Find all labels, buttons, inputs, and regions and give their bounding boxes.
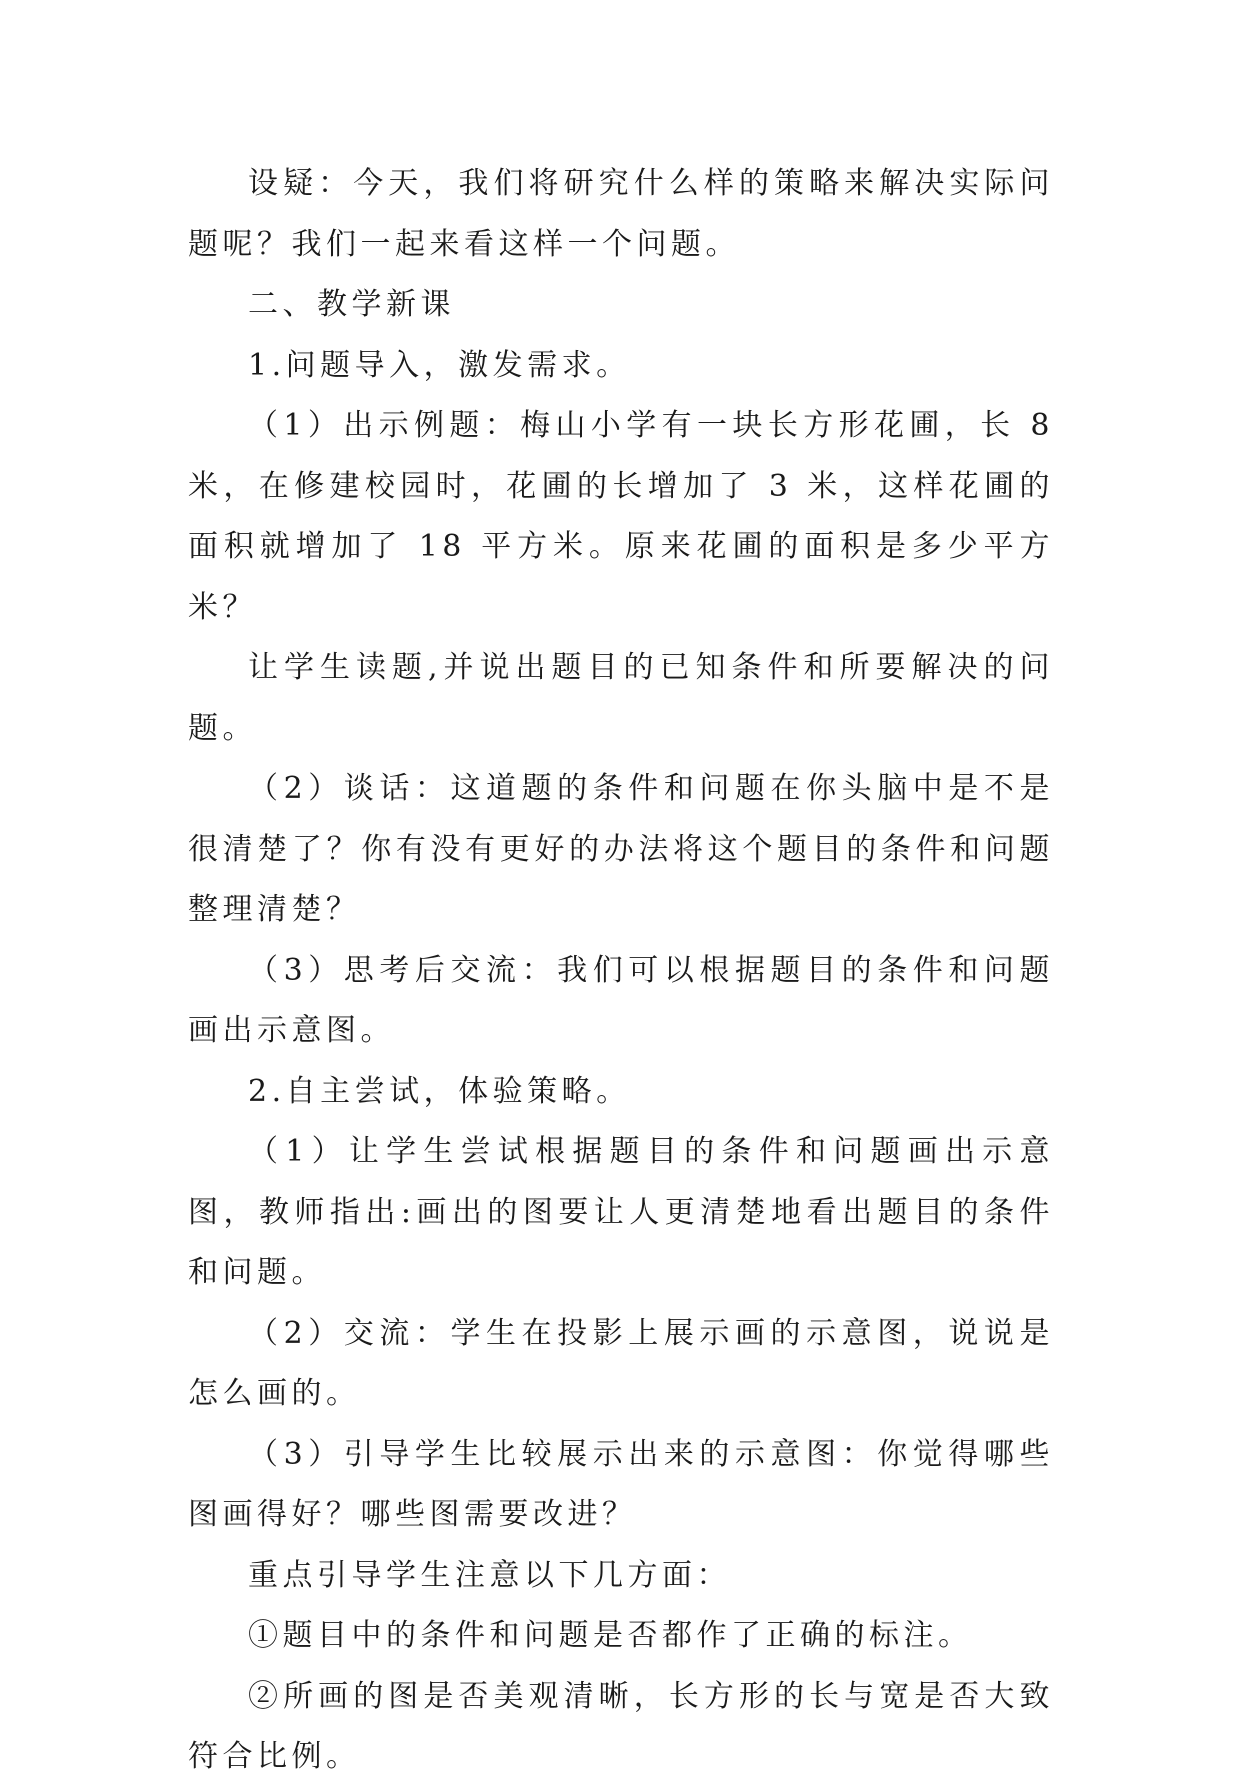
document-body xyxy=(188,154,1054,1788)
paragraph-key-points: 重点引导学生注意以下几方面： xyxy=(248,1557,731,1593)
section-heading-new-lesson: 二、教学新课 xyxy=(248,287,455,322)
list-item-point-2: ②所画的图是否美观清晰，长方形的长与宽是否大致符合比例。 xyxy=(188,1678,1054,1774)
step-heading-2: 2.自主尝试，体验策略。 xyxy=(248,1073,631,1109)
paragraph-compare-diagrams: （3）引导学生比较展示出来的示意图：你觉得哪些图画得好？哪些图需要改进？ xyxy=(188,1436,1054,1532)
paragraph-think-exchange: （3）思考后交流：我们可以根据题目的条件和问题画出示意图。 xyxy=(188,952,1054,1048)
paragraph-draw-diagram: （1）让学生尝试根据题目的条件和问题画出示意图，教师指出:画出的图要让人更清楚地看出题目的条件和问题。 xyxy=(188,1134,1054,1290)
paragraph-share-diagram: （2）交流：学生在投影上展示画的示意图，说说是怎么画的。 xyxy=(188,1315,1054,1411)
paragraph-example-problem: （1）出示例题：梅山小学有一块长方形花圃，长 8 米，在修建校园时，花圃的长增加了 3 米，这样花圃的面积就增加了 18 平方米。原来花圃的面积是多少平方米？ xyxy=(188,408,1054,625)
list-item-point-1: ①题目中的条件和问题是否都作了正确的标注。 xyxy=(248,1618,973,1653)
paragraph-discussion: （2）谈话：这道题的条件和问题在你头脑中是不是很清楚了？你有没有更好的办法将这个题目的条件和问题整理清楚？ xyxy=(188,771,1054,927)
paragraph-question-intro: 设疑：今天，我们将研究什么样的策略来解决实际问题呢？我们一起来看这样一个问题。 xyxy=(188,166,1054,262)
step-heading-1: 1.问题导入，激发需求。 xyxy=(248,347,631,383)
paragraph-read-problem: 让学生读题,并说出题目的已知条件和所要解决的问题。 xyxy=(188,650,1054,746)
